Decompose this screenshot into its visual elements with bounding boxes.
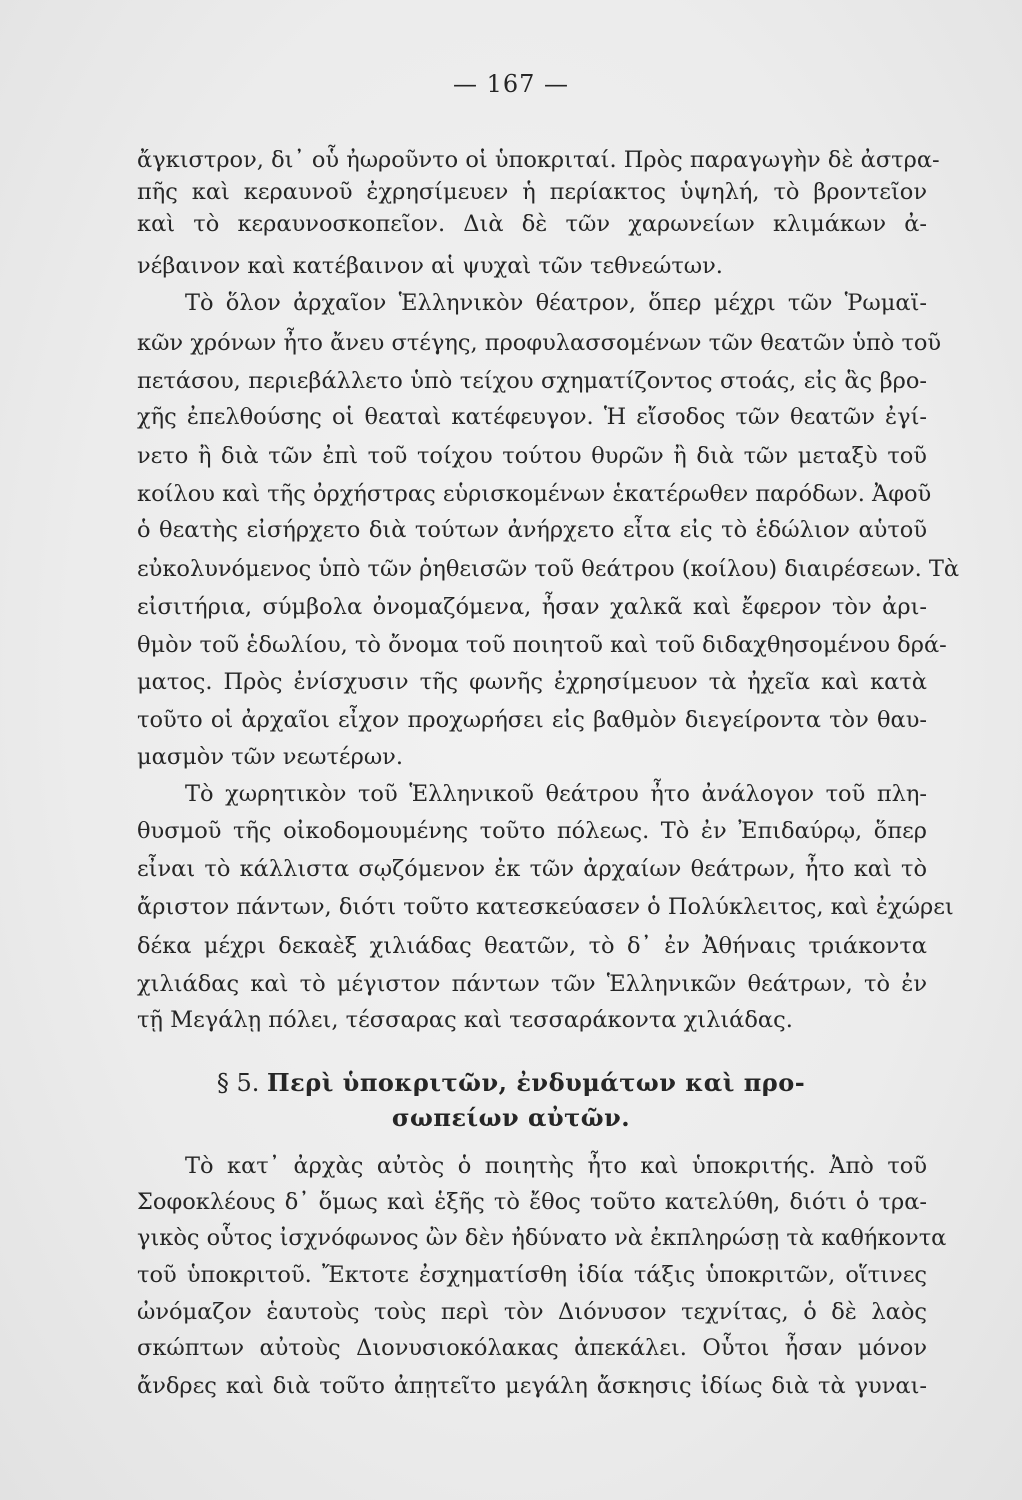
text-line: Τὸ χωρητικὸν τοῦ Ἑλληνικοῦ θεάτρου ἦτο ἀνάλογον τοῦ πλη-	[185, 781, 927, 807]
text-line: εἶναι τὸ κάλλιστα σῳζόμενον ἐκ τῶν ἀρχαίων θεάτρων, ἦτο καὶ τὸ	[137, 856, 927, 882]
text-line: πετάσου, περιεβάλλετο ὑπὸ τείχου σχηματίζοντος στοάς, εἰς ἃς βρο-	[137, 368, 927, 394]
text-line: ἄγκιστρον, δι᾿ οὗ ἠωροῦντο οἱ ὑποκριταί. Πρὸς παραγωγὴν δὲ ἀστρα-	[137, 147, 940, 173]
section-heading-continued	[0, 1100, 1022, 1136]
text-line: χῆς ἐπελθούσης οἱ θεαταὶ κατέφευγον. Ἡ εἴσοδος τῶν θεατῶν ἐγί-	[137, 404, 927, 430]
text-line: πῆς καὶ κεραυνοῦ ἐχρησίμευεν ἡ περίακτος ὑψηλή, τὸ βροντεῖον	[137, 179, 927, 205]
text-line: κῶν χρόνων ἦτο ἄνευ στέγης, προφυλασσομένων τῶν θεατῶν ὑπὸ τοῦ	[137, 330, 942, 356]
text-line: τῇ Μεγάλῃ πόλει, τέσσαρας καὶ τεσσαράκοντα χιλιάδας.	[137, 1007, 793, 1033]
section-number: § 5.	[216, 1069, 260, 1097]
text-line: ὠνόμαζον ἑαυτοὺς τοὺς περὶ τὸν Διόνυσον τεχνίτας, ὁ δὲ λαὸς	[137, 1299, 927, 1325]
text-line: γικὸς οὗτος ἰσχνόφωνος ὢν δὲν ἠδύνατο νὰ ἐκπληρώσῃ τὰ καθήκοντα	[137, 1225, 947, 1251]
page-number: — 167 —	[452, 70, 570, 98]
text-line: χιλιάδας καὶ τὸ μέγιστον πάντων τῶν Ἑλληνικῶν θεάτρων, τὸ ἐν	[137, 971, 927, 997]
section-title-continued: σωπείων αὐτῶν.	[391, 1103, 631, 1132]
text-line: ματος. Πρὸς ἐνίσχυσιν τῆς φωνῆς ἐχρησίμευον τὰ ἠχεῖα καὶ κατὰ	[137, 669, 927, 695]
section-title: Περὶ ὑποκριτῶν, ἐνδυμάτων καὶ προ-	[266, 1068, 806, 1097]
text-line: Τὸ ὅλον ἀρχαῖον Ἑλληνικὸν θέατρον, ὅπερ μέχρι τῶν Ῥωμαϊ-	[185, 290, 927, 316]
text-line: νέβαινον καὶ κατέβαινον αἱ ψυχαὶ τῶν τεθνεώτων.	[137, 253, 723, 279]
text-line: θυσμοῦ τῆς οἰκοδομουμένης τοῦτο πόλεως. Τὸ ἐν Ἐπιδαύρῳ, ὅπερ	[137, 818, 927, 844]
text-line: κοίλου καὶ τῆς ὀρχήστρας εὑρισκομένων ἑκατέρωθεν παρόδων. Ἀφοῦ	[137, 481, 932, 507]
text-line: ὁ θεατὴς εἰσήρχετο διὰ τούτων ἀνήρχετο εἶτα εἰς τὸ ἑδώλιον αὑτοῦ	[137, 517, 927, 543]
text-line: θμὸν τοῦ ἑδωλίου, τὸ ὄνομα τοῦ ποιητοῦ καὶ τοῦ διδαχθησομένου δρά-	[137, 632, 947, 658]
text-line: εὐκολυνόμενος ὑπὸ τῶν ῥηθεισῶν τοῦ θεάτρου (κοίλου) διαιρέσεων. Τὰ	[137, 556, 960, 582]
text-line: δέκα μέχρι δεκαὲξ χιλιάδας θεατῶν, τὸ δ᾿ ἐν Ἀθήναις τριάκοντα	[137, 933, 927, 959]
text-line: ἄνδρες καὶ διὰ τοῦτο ἀπῃτεῖτο μεγάλη ἄσκησις ἰδίως διὰ τὰ γυναι-	[137, 1373, 927, 1399]
text-line: τοῦτο οἱ ἀρχαῖοι εἶχον προχωρήσει εἰς βαθμὸν διεγείροντα τὸν θαυ-	[137, 707, 927, 733]
text-line: Σοφοκλέους δ᾿ ὅμως καὶ ἑξῆς τὸ ἔθος τοῦτο κατελύθη, διότι ὁ τρα-	[137, 1189, 927, 1215]
text-line: σκώπτων αὐτοὺς Διονυσιοκόλακας ἀπεκάλει. Οὗτοι ἦσαν μόνον	[137, 1335, 927, 1361]
text-line: μασμὸν τῶν νεωτέρων.	[137, 744, 403, 770]
section-heading	[0, 1065, 1022, 1101]
text-line: ἄριστον πάντων, διότι τοῦτο κατεσκεύασεν ὁ Πολύκλειτος, καὶ ἐχώρει	[137, 894, 954, 920]
text-line: νετο ἢ διὰ τῶν ἐπὶ τοῦ τοίχου τούτου θυρῶν ἢ διὰ τῶν μεταξὺ τοῦ	[137, 443, 927, 469]
text-line: Τὸ κατ᾿ ἀρχὰς αὐτὸς ὁ ποιητὴς ἦτο καὶ ὑποκριτής. Ἀπὸ τοῦ	[185, 1153, 927, 1179]
text-line: εἰσιτήρια, σύμβολα ὀνομαζόμενα, ἦσαν χαλκᾶ καὶ ἔφερον τὸν ἀρι-	[137, 594, 927, 620]
text-line: τοῦ ὑποκριτοῦ. Ἔκτοτε ἐσχηματίσθη ἰδία τάξις ὑποκριτῶν, οἵτινες	[137, 1262, 927, 1288]
text-line: καὶ τὸ κεραυνοσκοπεῖον. Διὰ δὲ τῶν χαρωνείων κλιμάκων ἀ-	[137, 211, 927, 237]
